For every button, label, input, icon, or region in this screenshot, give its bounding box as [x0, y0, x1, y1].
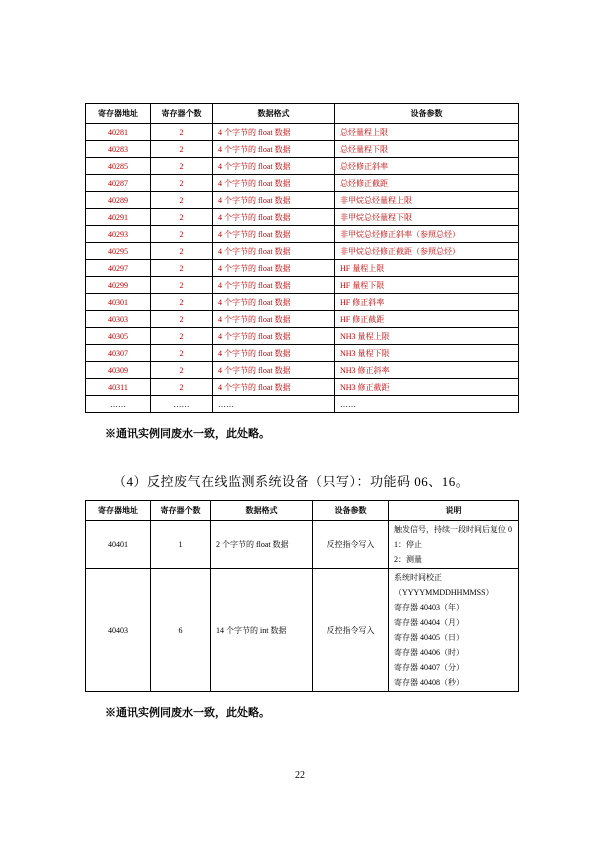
- table-cell: 40281: [86, 124, 151, 141]
- table-cell: HF 修正截距: [335, 311, 519, 328]
- table-cell: [389, 569, 519, 692]
- cell-line: 寄存器 40407（分）: [394, 663, 464, 672]
- table-cell: 4 个字节的 float 数据: [213, 328, 335, 345]
- table-cell: 非甲烷总烃修正斜率（参照总烃）: [335, 226, 519, 243]
- table-cell: 4 个字节的 float 数据: [213, 226, 335, 243]
- cell-line: 寄存器 40403（年）: [394, 603, 464, 612]
- table-cell: 2: [151, 141, 213, 158]
- table-cell: NH3 量程下限: [335, 345, 519, 362]
- table-cell: 4 个字节的 float 数据: [213, 379, 335, 396]
- table-cell: ……: [86, 396, 151, 413]
- cell-line: 系统时间校正（YYYYMMDDHHMMSS）: [394, 573, 494, 597]
- column-header: 寄存器地址: [86, 501, 151, 521]
- table-cell: 4 个字节的 float 数据: [213, 294, 335, 311]
- table-cell: 2: [151, 277, 213, 294]
- register-table-reverse-control: [85, 500, 519, 692]
- table-cell: 2: [151, 192, 213, 209]
- table-header-row: [86, 501, 519, 521]
- table-row: [86, 521, 519, 569]
- table-row: [86, 209, 519, 226]
- table-row: [86, 569, 519, 692]
- table-cell: 2: [151, 158, 213, 175]
- table-cell: 4 个字节的 float 数据: [213, 260, 335, 277]
- table-cell: 4 个字节的 float 数据: [213, 124, 335, 141]
- table-cell: 总烃修正斜率: [335, 158, 519, 175]
- table-cell: 2: [151, 243, 213, 260]
- table-cell: NH3 修正斜率: [335, 362, 519, 379]
- table-row: [86, 328, 519, 345]
- cell-line: 寄存器 40406（时）: [394, 648, 464, 657]
- table-row: [86, 226, 519, 243]
- table-row: [86, 243, 519, 260]
- table-cell: 总烃修正截距: [335, 175, 519, 192]
- table-cell: NH3 修正截距: [335, 379, 519, 396]
- table-row: [86, 124, 519, 141]
- table-cell: ……: [335, 396, 519, 413]
- table-cell: 2: [151, 294, 213, 311]
- table-row: [86, 277, 519, 294]
- table-cell: 2: [151, 260, 213, 277]
- column-header: 寄存器个数: [151, 501, 211, 521]
- table-cell: 2: [151, 345, 213, 362]
- table-cell: 40301: [86, 294, 151, 311]
- table-cell: 4 个字节的 float 数据: [213, 192, 335, 209]
- note-text: ※通讯实例同废水一致，此处略。: [105, 707, 270, 719]
- column-header: 设备参数: [335, 104, 519, 124]
- table-row: [86, 175, 519, 192]
- table-row: [86, 260, 519, 277]
- table-cell: 40287: [86, 175, 151, 192]
- table-cell: 40295: [86, 243, 151, 260]
- table-cell: 40289: [86, 192, 151, 209]
- table-cell: 40285: [86, 158, 151, 175]
- page-number: 22: [295, 770, 305, 781]
- table-header-row: [86, 104, 519, 124]
- table-cell: ……: [151, 396, 213, 413]
- table-cell: 40303: [86, 311, 151, 328]
- table-cell: 2: [151, 328, 213, 345]
- table-cell: 4 个字节的 float 数据: [213, 277, 335, 294]
- table-cell: 4 个字节的 float 数据: [213, 175, 335, 192]
- table-cell: 40305: [86, 328, 151, 345]
- table-cell: 2: [151, 175, 213, 192]
- register-table-waste-gas: [85, 103, 519, 413]
- table-row: [86, 141, 519, 158]
- table-cell: 4 个字节的 float 数据: [213, 141, 335, 158]
- table-cell: 反控指令写入: [313, 569, 389, 692]
- table-cell: 40299: [86, 277, 151, 294]
- table-cell: 2 个字节的 float 数据: [211, 521, 313, 569]
- table-cell: 14 个字节的 int 数据: [211, 569, 313, 692]
- cell-line: 1：停止: [394, 540, 422, 549]
- table-cell: HF 修正斜率: [335, 294, 519, 311]
- table-row: [86, 396, 519, 413]
- table-cell: 非甲烷总烃量程上限: [335, 192, 519, 209]
- table-row: [86, 192, 519, 209]
- table-cell: 6: [151, 569, 211, 692]
- note-text: ※通讯实例同废水一致，此处略。: [105, 428, 270, 440]
- table-row: [86, 362, 519, 379]
- table-cell: 40401: [86, 521, 151, 569]
- table-cell: 4 个字节的 float 数据: [213, 311, 335, 328]
- table-cell: 40293: [86, 226, 151, 243]
- cell-line: 寄存器 40405（日）: [394, 633, 464, 642]
- column-header: 数据格式: [211, 501, 313, 521]
- table-cell: 总烃量程上限: [335, 124, 519, 141]
- table-cell: 2: [151, 226, 213, 243]
- cell-line: 2：测量: [394, 555, 422, 564]
- table-row: [86, 345, 519, 362]
- table-cell: HF 量程下限: [335, 277, 519, 294]
- column-header: 说明: [389, 501, 519, 521]
- table-cell: 总烃量程下限: [335, 141, 519, 158]
- table-cell: 4 个字节的 float 数据: [213, 158, 335, 175]
- column-header: 设备参数: [313, 501, 389, 521]
- table-cell: 40403: [86, 569, 151, 692]
- table-cell: 2: [151, 362, 213, 379]
- table-cell: 2: [151, 379, 213, 396]
- table-cell: 2: [151, 209, 213, 226]
- table-cell: 4 个字节的 float 数据: [213, 362, 335, 379]
- table-cell: 40283: [86, 141, 151, 158]
- table-cell: 非甲烷总烃修正截距（参照总烃）: [335, 243, 519, 260]
- table-cell: 40311: [86, 379, 151, 396]
- cell-line: 触发信号，持续一段时间后复位 0: [394, 525, 512, 534]
- table-cell: 2: [151, 124, 213, 141]
- table-cell: ……: [213, 396, 335, 413]
- table-cell: 1: [151, 521, 211, 569]
- table-cell: 4 个字节的 float 数据: [213, 345, 335, 362]
- table-cell: NH3 量程上限: [335, 328, 519, 345]
- table-cell: 2: [151, 311, 213, 328]
- table-cell: 40307: [86, 345, 151, 362]
- table-cell: 4 个字节的 float 数据: [213, 243, 335, 260]
- page-content: [85, 103, 518, 720]
- table-cell: 40309: [86, 362, 151, 379]
- table-cell: 非甲烷总烃量程下限: [335, 209, 519, 226]
- table-row: [86, 311, 519, 328]
- table-cell: [389, 521, 519, 569]
- section-heading: （4）反控废气在线监测系统设备（只写）：功能码 06、16。: [113, 474, 470, 489]
- column-header: 寄存器个数: [151, 104, 213, 124]
- table-row: [86, 379, 519, 396]
- table-cell: 4 个字节的 float 数据: [213, 209, 335, 226]
- cell-line: 寄存器 40404（月）: [394, 618, 464, 627]
- cell-line: 寄存器 40408（秒）: [394, 678, 464, 687]
- table-cell: 40291: [86, 209, 151, 226]
- table-row: [86, 158, 519, 175]
- column-header: 寄存器地址: [86, 104, 151, 124]
- table-cell: 反控指令写入: [313, 521, 389, 569]
- table-cell: HF 量程上限: [335, 260, 519, 277]
- table-row: [86, 294, 519, 311]
- table-cell: 40297: [86, 260, 151, 277]
- column-header: 数据格式: [213, 104, 335, 124]
